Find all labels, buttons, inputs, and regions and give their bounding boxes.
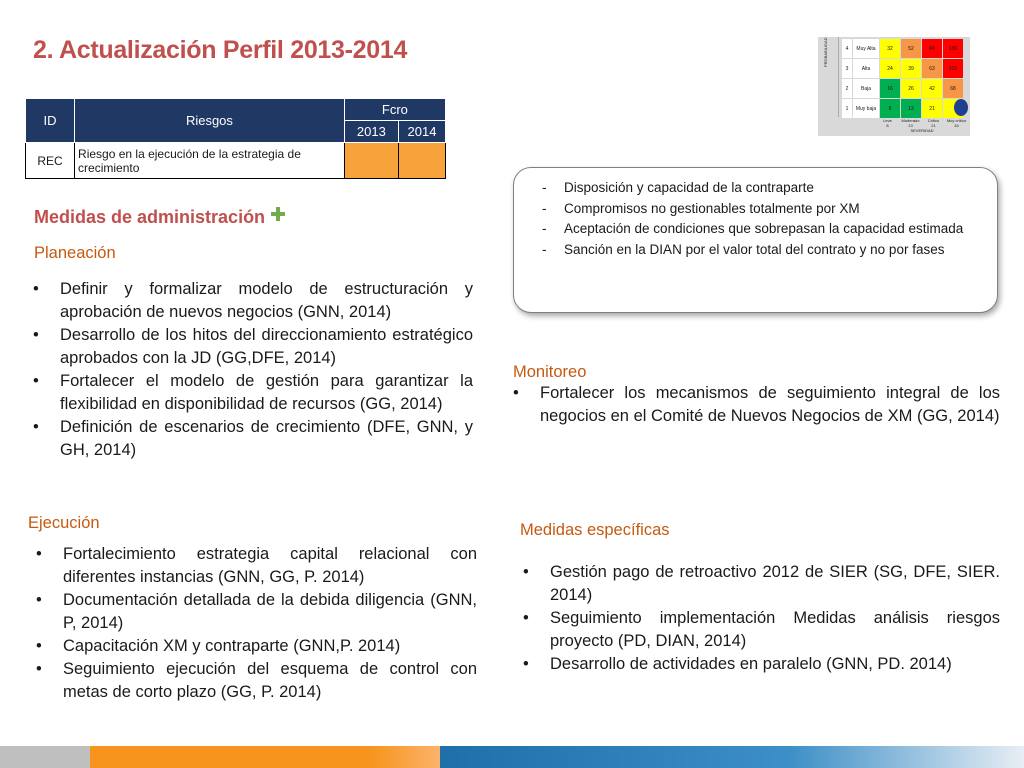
list-item: - Aceptación de condiciones que sobrepasan la capacidad estimada bbox=[542, 219, 979, 240]
monitoreo-heading: Monitoreo bbox=[513, 363, 587, 381]
heatmap-risk-marker bbox=[954, 99, 968, 116]
heatmap-cell: 13 bbox=[901, 99, 921, 118]
list-item: • Fortalecimiento estrategia capital relacional con diferentes instancias (GNN, GG, P. 2014) bbox=[33, 543, 477, 589]
list-item: • Definición de escenarios de crecimiento (DFE, GNN, y GH, 2014) bbox=[30, 416, 473, 462]
heatmap-cell: 16 bbox=[880, 79, 900, 98]
heatmap-footer-value: 13 bbox=[908, 123, 913, 128]
list-item: • Desarrollo de actividades en paralelo (GNN, PD. 2014) bbox=[520, 653, 1000, 676]
heatmap-footer-label: Moderado bbox=[901, 118, 920, 123]
heatmap-footer-value: 8 bbox=[886, 123, 889, 128]
ejecucion-heading: Ejecución bbox=[28, 514, 100, 532]
heatmap-footer-title: SEVERIDAD bbox=[910, 128, 934, 133]
heatmap-row-label: Alta bbox=[853, 59, 879, 78]
heatmap-cell: 84 bbox=[922, 39, 942, 58]
heatmap-cell: 32 bbox=[880, 39, 900, 58]
col-id-header: ID bbox=[26, 99, 75, 143]
heatmap-cell: 26 bbox=[901, 79, 921, 98]
slide-title: 2. Actualización Perfil 2013-2014 bbox=[33, 36, 408, 64]
risk-factors-list bbox=[514, 168, 997, 260]
col-2013-header: 2013 bbox=[344, 121, 398, 143]
list-item: • Seguimiento implementación Medidas análisis riesgos proyecto (PD, DIAN, 2014) bbox=[520, 607, 1000, 653]
fcro-2014-cell bbox=[398, 143, 445, 179]
list-item: • Fortalecer los mecanismos de seguimiento integral de los negocios en el Comité de Nuevos Negocios de XM (GG, 2014) bbox=[510, 382, 1000, 428]
heatmap-footer-label: Muy crítico bbox=[946, 118, 967, 123]
planeacion-heading: Planeación bbox=[34, 244, 116, 262]
heatmap-row-num: 4 bbox=[842, 39, 852, 58]
list-item: • Fortalecer el modelo de gestión para garantizar la flexibilidad en disponibilidad de recursos (GG, 2014) bbox=[30, 370, 473, 416]
footer-bar-orange bbox=[90, 746, 440, 768]
heatmap-footer-label: Leve bbox=[883, 118, 892, 123]
footer-bar-gray bbox=[0, 746, 90, 768]
heatmap-footer-label: Crítico bbox=[927, 118, 940, 123]
list-item: • Desarrollo de los hitos del direccionamiento estratégico aprobados con la JD (GG,DFE, 2014) bbox=[30, 324, 473, 370]
heatmap-cell: 21 bbox=[922, 99, 942, 118]
col-fcro-header: Fcro bbox=[344, 99, 445, 121]
col-riesgos-header: Riesgos bbox=[75, 99, 345, 143]
heatmap-row-num: 3 bbox=[842, 59, 852, 78]
risk-description-cell: Riesgo en la ejecución de la estrategia de crecimiento bbox=[75, 143, 345, 179]
risk-factors-callout bbox=[513, 167, 998, 313]
heatmap-cell: 42 bbox=[922, 79, 942, 98]
ejecucion-list bbox=[33, 543, 477, 704]
list-item: - Sanción en la DIAN por el valor total del contrato y no por fases bbox=[542, 240, 979, 261]
list-item: • Definir y formalizar modelo de estructuración y aprobación de nuevos negocios (GNN, 2014) bbox=[30, 278, 473, 324]
planeacion-list bbox=[30, 278, 473, 462]
heatmap-cell: 102 bbox=[943, 59, 963, 78]
especificas-list bbox=[520, 561, 1000, 676]
heatmap-row-label: Muy Alta bbox=[853, 39, 879, 58]
heatmap-cell: 52 bbox=[901, 39, 921, 58]
footer-bar-blue bbox=[440, 746, 1024, 768]
plus-icon bbox=[271, 207, 285, 221]
heatmap-cell: 39 bbox=[901, 59, 921, 78]
medidas-heading-text: Medidas de administración bbox=[34, 207, 266, 227]
list-item: - Disposición y capacidad de la contraparte bbox=[542, 178, 979, 199]
list-item: • Seguimiento ejecución del esquema de control con metas de corto plazo (GG, P. 2014) bbox=[33, 658, 477, 704]
heatmap-side-label: PROBABILIDAD bbox=[823, 37, 828, 67]
heatmap-row-num: 2 bbox=[842, 79, 852, 98]
heatmap-row-label: Baja bbox=[853, 79, 879, 98]
heatmap-cell: 8 bbox=[880, 99, 900, 118]
heatmap-cell: 68 bbox=[943, 79, 963, 98]
list-item: • Capacitación XM y contraparte (GNN,P. 2014) bbox=[33, 635, 477, 658]
risk-table bbox=[25, 98, 446, 179]
heatmap-footer-value: 34 bbox=[954, 123, 959, 128]
heatmap-footer bbox=[876, 118, 968, 133]
risk-heatmap bbox=[818, 37, 970, 136]
col-2014-header: 2014 bbox=[398, 121, 445, 143]
monitoreo-list bbox=[510, 382, 1000, 428]
heatmap-cell: 63 bbox=[922, 59, 942, 78]
list-item: • Documentación detallada de la debida diligencia (GNN, P, 2014) bbox=[33, 589, 477, 635]
medidas-heading bbox=[34, 207, 285, 228]
heatmap-row-num: 1 bbox=[842, 99, 852, 118]
risk-id-cell: REC bbox=[26, 143, 75, 179]
heatmap-cell: 136 bbox=[943, 39, 963, 58]
heatmap-cell: 24 bbox=[880, 59, 900, 78]
especificas-heading: Medidas específicas bbox=[520, 521, 670, 539]
heatmap-grid bbox=[842, 39, 963, 118]
heatmap-row-label: Muy baja bbox=[853, 99, 879, 118]
heatmap-footer-value: 21 bbox=[931, 123, 936, 128]
fcro-2013-cell bbox=[344, 143, 398, 179]
list-item: • Gestión pago de retroactivo 2012 de SIER (SG, DFE, SIER. 2014) bbox=[520, 561, 1000, 607]
heatmap-side-axis bbox=[818, 37, 839, 117]
list-item: - Compromisos no gestionables totalmente por XM bbox=[542, 199, 979, 220]
